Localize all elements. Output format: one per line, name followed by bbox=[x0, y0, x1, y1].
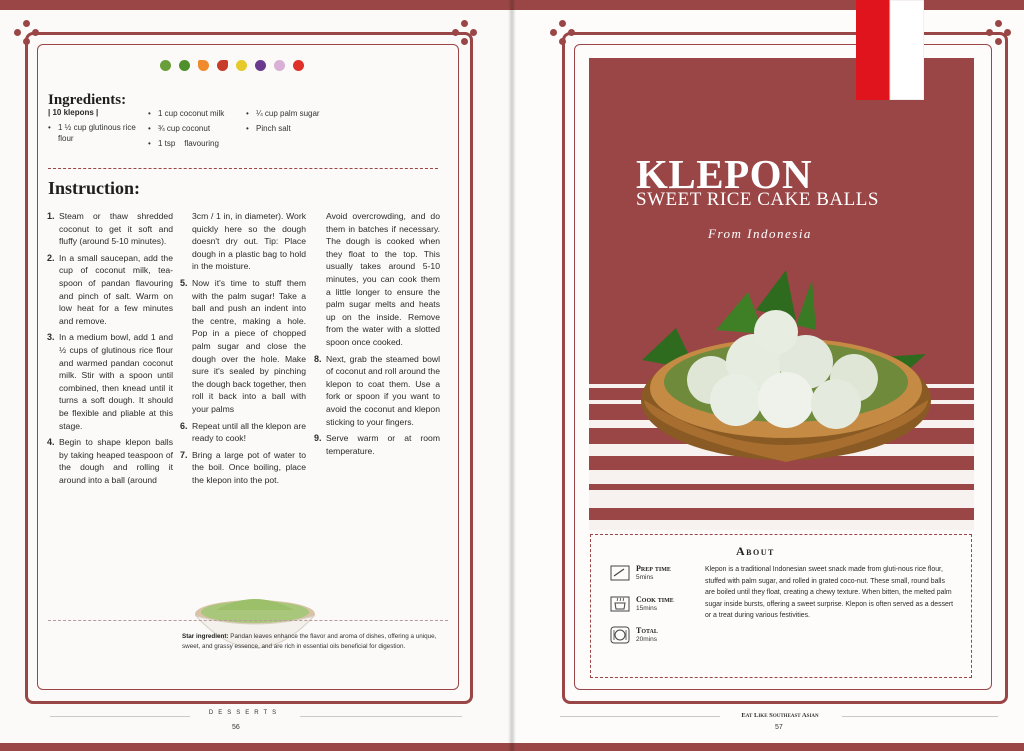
step-number: 5. bbox=[180, 277, 188, 288]
step-number: 9. bbox=[314, 433, 322, 444]
step-number: 8. bbox=[314, 353, 322, 364]
cooking-pot-icon bbox=[610, 595, 630, 613]
ingredients-column-1 bbox=[48, 122, 138, 144]
step-number: 2. bbox=[47, 252, 55, 263]
step-text: In a medium bowl, add 1 and ½ cups of glutinous rice flour and warmed pandan coconut milk. Stir with a spoon until combined, then knead until it turns a soft dough. It should be flexible and pliable at this stage. bbox=[59, 332, 173, 431]
star-ingredient-text: Pandan leaves enhance the flavor and aroma of dishes, offering a unique, sweet, and grassy essence, and are rich in essential oils beneficial for digestion. bbox=[182, 633, 437, 650]
broccoli-icon bbox=[160, 60, 171, 71]
step-text: 3cm / 1 in, in diameter). Work quickly here so the dough doesn't dry out. Tip: Place dough in a plastic bag to hold in the moisture. bbox=[192, 211, 306, 272]
stripe-gap bbox=[589, 490, 974, 508]
chili-icon bbox=[217, 60, 228, 71]
carrot-icon bbox=[198, 60, 209, 71]
instruction-step bbox=[314, 210, 440, 349]
instruction-step bbox=[47, 436, 173, 486]
total-time-value: 20mins bbox=[636, 636, 657, 643]
corner-ornament-icon bbox=[550, 20, 576, 46]
lettuce-icon bbox=[179, 60, 190, 71]
instruction-step bbox=[180, 420, 306, 445]
total-time-label: Total bbox=[636, 626, 658, 635]
ingredient-item: • 1 cup coconut milk bbox=[148, 106, 248, 121]
instruction-step bbox=[314, 353, 440, 429]
star-ingredient-divider bbox=[48, 620, 448, 621]
footer-rule bbox=[50, 716, 190, 717]
ingredient-item: • ¾ cup coconut bbox=[148, 121, 248, 136]
bottom-bar bbox=[512, 743, 1024, 751]
top-bar bbox=[0, 0, 512, 10]
klepon-dish-image bbox=[636, 270, 936, 480]
about-title: About bbox=[736, 544, 775, 558]
step-text: Next, grab the steamed bowl of coconut and roll around the klepon to coat them. Use a fork or spoon if you want to avoid the coconut and klepon sticking to your fingers. bbox=[326, 353, 440, 427]
corner-ornament-icon bbox=[14, 20, 40, 46]
ingredient-item: • Pinch salt bbox=[246, 121, 346, 136]
step-number: 1. bbox=[47, 211, 55, 221]
instruction-step bbox=[47, 331, 173, 432]
eggplant-icon bbox=[255, 60, 266, 71]
footer-section-name: DESSERTS bbox=[208, 710, 282, 716]
step-number: 3. bbox=[47, 332, 55, 343]
onion-icon bbox=[274, 60, 285, 71]
corner-ornament-icon bbox=[452, 20, 478, 46]
footer-rule bbox=[560, 716, 720, 717]
ingredients-column-2 bbox=[148, 106, 248, 151]
ingredients-column-3 bbox=[246, 106, 346, 136]
star-ingredient-label: Star ingredient: bbox=[182, 633, 229, 640]
bottom-bar bbox=[0, 743, 512, 751]
about-text: Klepon is a traditional Indonesian sweet snack made from gluti-nous rice flour, stuffed with palm sugar, and rolled in grated coco-nut. These small, round balls are boiled until they float, creating a chewy texture. When bitten, the melted palm sugar inside bursts, offering a sweet surprise. Klepon is often served as a dessert or a treat during various festivities. bbox=[705, 566, 954, 619]
instruction-step bbox=[180, 210, 306, 273]
page-number: 56 bbox=[232, 724, 240, 731]
vegetable-icons-row bbox=[160, 60, 340, 74]
cook-time-label: Cook time bbox=[636, 595, 674, 604]
step-text: Bring a large pot of water to the boil. Once boiling, place the klepon into the pot. bbox=[192, 449, 306, 485]
star-ingredient-note bbox=[182, 632, 442, 652]
instruction-column-1 bbox=[47, 210, 173, 490]
step-number: 6. bbox=[180, 420, 188, 431]
instruction-title: Instruction: bbox=[48, 178, 141, 198]
step-text: In a small saucepan, add the cup of coconut milk, tea-spoon of pandan flavouring and pinch of salt. Warm on low heat for a few minutes and remove. bbox=[59, 252, 173, 326]
step-text: Serve warm or at room temperature. bbox=[326, 433, 440, 456]
corner-ornament-icon bbox=[986, 20, 1012, 46]
step-text: Steam or thaw shredded coconut to get it soft and fluffy (around 5-10 minutes). bbox=[59, 211, 173, 247]
ingredient-item: • 1 tsp flavouring bbox=[148, 136, 248, 151]
step-number: 4. bbox=[47, 437, 55, 448]
step-text: Repeat until all the klepon are ready to cook! bbox=[192, 420, 306, 444]
pandan-powder-bowl-image bbox=[188, 590, 322, 670]
corn-icon bbox=[236, 60, 247, 71]
stripe-gap bbox=[589, 520, 974, 530]
instruction-step bbox=[47, 252, 173, 328]
ingredient-item: • ¼ cup palm sugar bbox=[246, 106, 346, 121]
plate-utensils-icon bbox=[610, 626, 630, 644]
step-text: Now it's time to stuff them with the palm sugar! Take a ball and push an indent into the centre, making a hole. Pop in a piece of chopped palm sugar and close the dough over the hole. Make sure it's sealed by pinching the dough back together, then roll it back into a ball with your palms bbox=[192, 277, 306, 414]
prep-time-label: Prep time bbox=[636, 564, 671, 573]
instruction-step bbox=[47, 210, 173, 248]
indonesia-flag-icon bbox=[856, 0, 924, 100]
section-divider bbox=[48, 168, 438, 169]
step-number: 7. bbox=[180, 449, 188, 460]
cook-time-value: 15mins bbox=[636, 605, 657, 612]
page-number: 57 bbox=[775, 724, 783, 731]
prep-time-value: 5mins bbox=[636, 574, 654, 581]
step-text: Begin to shape klepon balls by taking heaped teaspoon of the dough and rolling it around into a ball (around bbox=[59, 437, 173, 485]
tomato-icon bbox=[293, 60, 304, 71]
top-bar bbox=[512, 0, 1024, 10]
footer-book-title: Eat Like Southeast Asian bbox=[741, 712, 819, 719]
step-text: Avoid overcrowding, and do them in batches if necessary. The dough is cooked when they float to the top. This usually takes around 5-10 minutes, you can cook them a little longer to ensure the palm sugar melts and heats up on the inside. Remove from the water with a slotted spoon once cooked. bbox=[326, 211, 440, 347]
instruction-step bbox=[180, 277, 306, 416]
recipe-origin: From Indonesia bbox=[708, 226, 812, 241]
cutting-board-icon bbox=[610, 564, 630, 582]
ingredient-item: • 1 ½ cup glutinous rice flour bbox=[48, 122, 138, 144]
ingredients-title: Ingredients: bbox=[48, 92, 127, 108]
instruction-column-3 bbox=[314, 210, 440, 461]
footer-rule bbox=[300, 716, 462, 717]
book-gutter bbox=[508, 0, 516, 751]
recipe-subtitle: SWEET RICE CAKE BALLS bbox=[636, 189, 879, 210]
servings-count: | 10 klepons | bbox=[48, 108, 99, 117]
instruction-step bbox=[314, 432, 440, 457]
footer-rule bbox=[842, 716, 998, 717]
instruction-column-2 bbox=[180, 210, 306, 490]
recipe-title: KLEPON bbox=[636, 151, 813, 197]
instruction-step bbox=[180, 449, 306, 487]
